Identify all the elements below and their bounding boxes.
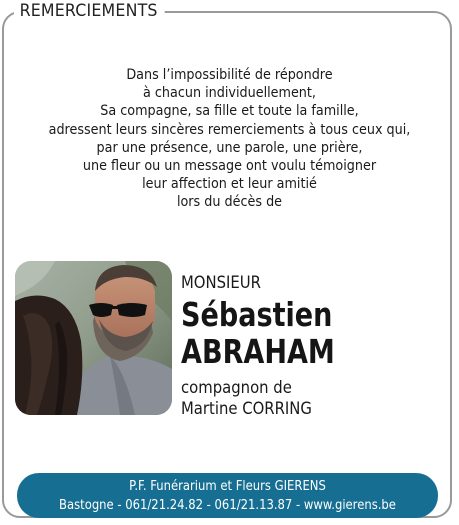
message-line: leur affection et leur amitié [142, 176, 317, 193]
message-line: par une présence, une parole, une prière, [96, 139, 363, 156]
funeral-home-contact: Bastogne - 061/21.24.82 - 061/21.13.87 - www.gierens.be [59, 498, 396, 513]
message-line: une fleur ou un message ont voulu témoigner [82, 158, 377, 175]
memorial-photo [15, 261, 172, 415]
first-name: Sébastien [181, 295, 333, 334]
message-line: à chacun individuellement, [143, 85, 316, 102]
message-line: Dans l’impossibilité de répondre [126, 67, 333, 83]
relation-line: compagnon de [181, 378, 292, 397]
partner-name: Martine CORRING [181, 399, 312, 418]
honorific: MONSIEUR [181, 273, 261, 292]
funeral-home-banner [17, 473, 438, 518]
funeral-home-name: P.F. Funérarium et Fleurs GIERENS [129, 479, 326, 494]
deceased-identity [181, 272, 451, 419]
thanks-message [0, 66, 459, 212]
notice-heading: REMERCIEMENTS [14, 0, 165, 22]
message-line: adressent leurs sincères remerciements à tous ceux qui, [48, 121, 411, 138]
last-name: ABRAHAM [181, 332, 335, 371]
message-line: lors du décès de [176, 194, 283, 211]
message-line: Sa compagne, sa fille et toute la famille, [100, 103, 359, 120]
